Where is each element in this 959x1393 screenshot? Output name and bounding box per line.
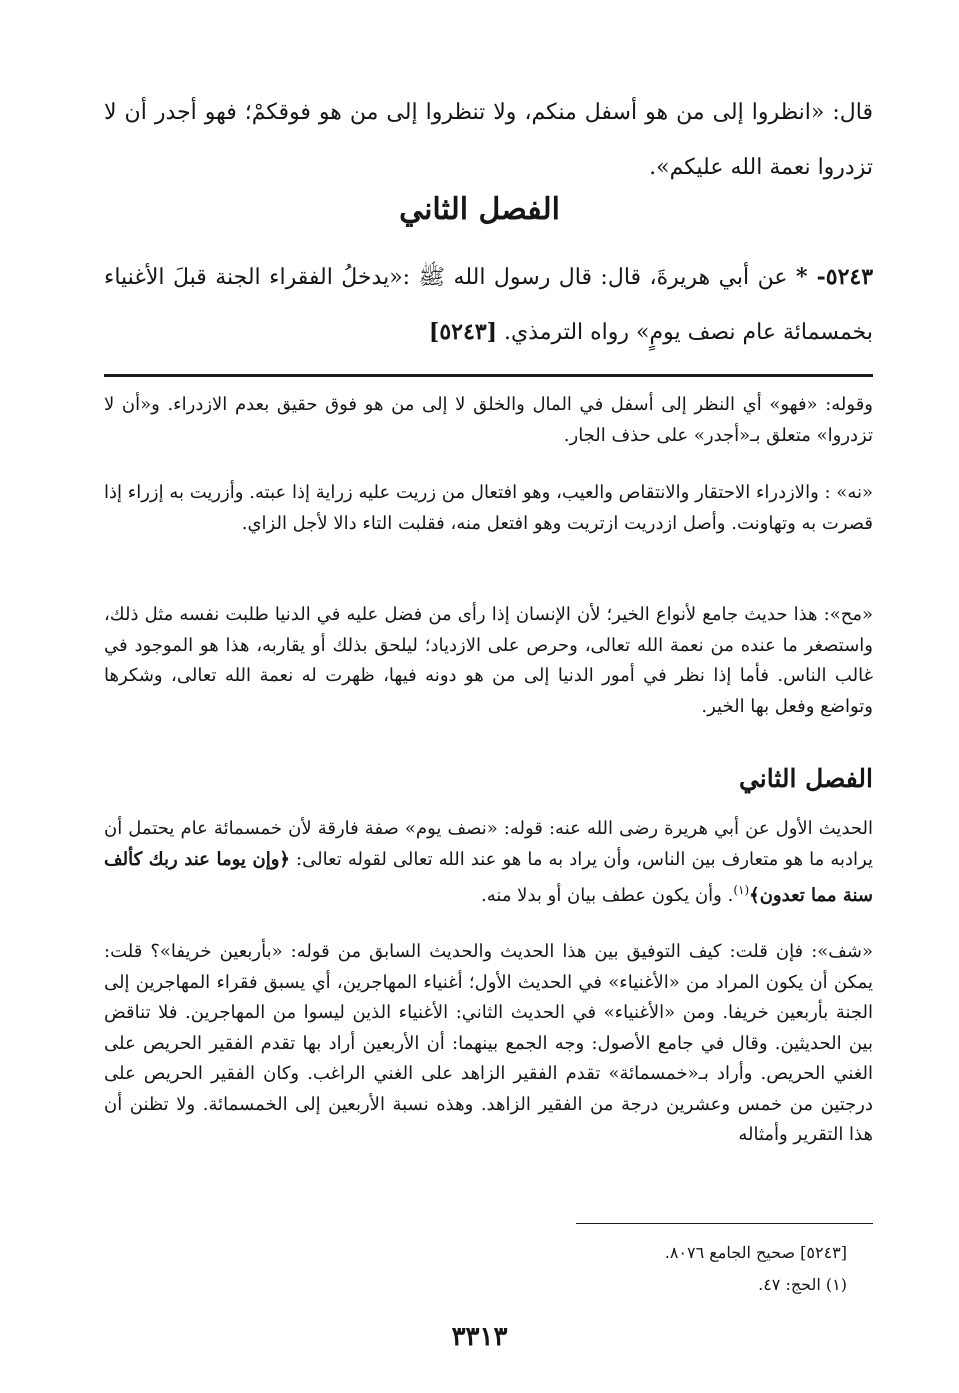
- commentary-4-post: . وأن يكون عطف بيان أو بدلا منه.: [481, 885, 734, 906]
- hadith-ref: [٥٢٤٣]: [428, 319, 497, 345]
- hadith-paragraph: [104, 250, 873, 360]
- commentary-paragraph-1: وقوله: «فهو» أي النظر إلى أسفل في المال والخلق لا إلى من هو فوق حقيق بعدم الازدراء. و«أن لا تزدروا» متعلق بـ«أجدر» على حذف الجار.: [104, 394, 873, 446]
- footnote-marker: (١): [733, 883, 750, 897]
- commentary-4-pre: الحديث الأول عن أبي هريرة رضى الله عنه: قوله: «نصف يوم» صفة فارقة لأن خمسمائة عام يحتمل أن يرادبه ما هو متعارف بين الناس، وأن يراد به ما هو عند الله تعالى لقوله تعالى:: [104, 818, 873, 870]
- hadith-number: ٥٢٤٣- *: [795, 264, 874, 290]
- commentary-paragraph-2: «نه» : والازدراء الاحتقار والانتقاص والعيب، وهو افتعال من زريت عليه زراية إذا عبته. وأزريت به إزراء إذا قصرت به وتهاونت. وأصل ازدريت ازتريت وهو افتعل منه، فقلبت التاء دالا لأجل الزاي.: [104, 482, 873, 534]
- hadith-text: عن أبي هريرةَ، قال: قال رسول الله ﷺ :«يدخلُ الفقراء الجنة قبلَ الأغنياء بخمسمائة عام نصف يومٍ» رواه الترمذي.: [104, 265, 873, 345]
- separator-rule: [104, 374, 873, 377]
- footnote-1: [٥٢٤٣] صحيح الجامع ٨٠٧٦.: [664, 1243, 847, 1262]
- commentary-paragraph-4: [104, 814, 873, 912]
- page-number: ٣٣١٣: [451, 1322, 508, 1352]
- main-text: قال: «انظروا إلى من هو أسفل منكم، ولا تنظروا إلى من هو فوقكمْ؛ فهو أجدر أن لا تزدروا نعمة الله عليكم».: [104, 100, 873, 180]
- footnote-2: (١) الحج: ٤٧.: [758, 1275, 847, 1294]
- commentary-heading: الفصل الثاني: [738, 764, 873, 793]
- footnote-rule: [576, 1223, 873, 1224]
- section-heading: الفصل الثاني: [399, 192, 560, 227]
- commentary-paragraph-5: «شف»: فإن قلت: كيف التوفيق بين هذا الحديث والحديث السابق من قوله: «بأربعين خريفا»؟ قلت: يمكن أن يكون المراد من «الأغنياء» في الحديث الأول؛ أغنياء المهاجرين، أي يسبق فقراء المهاجرين إلى الجنة بأربعين خريفا. ومن «الأغنياء» في الحديث الثاني: الأغنياء الذين ليسوا من المهاجرين. فلا تناقض بين الحديثين. وقال في جامع الأصول: وجه الجمع بينهما: أن الأربعين أراد بها تقدم الفقير الحريص على الغني الحريص. وأراد بـ«خمسمائة» تقدم الفقير الزاهد على الغني الراغب. وكان الفقير الحريص على درجتين من خمس وعشرين درجة من الفقير الزاهد. وهذه نسبة الأربعين إلى الخمسمائة. ولا تظنن أن هذا التقرير وأمثاله: [104, 941, 873, 1145]
- quran-verse: ﴿وإن يوما عند ربك كألف سنة مما تعدون﴾: [104, 848, 873, 906]
- main-text-paragraph: [104, 85, 873, 195]
- commentary-paragraph-3: «مح»: هذا حديث جامع لأنواع الخير؛ لأن الإنسان إذا رأى من فضل عليه في الدنيا طلبت نفسه مثل ذلك، واستصغر ما عنده من نعمة الله تعالى، وحرص على الازدياد؛ ليلحق بذلك أو يقاربه، هذا هو الموجود في غالب الناس. فأما إذا نظر في أمور الدنيا إلى من هو دونه فيها، ظهرت له نعمة الله تعالى، وشكرها وتواضع وفعل بها الخير.: [104, 604, 873, 717]
